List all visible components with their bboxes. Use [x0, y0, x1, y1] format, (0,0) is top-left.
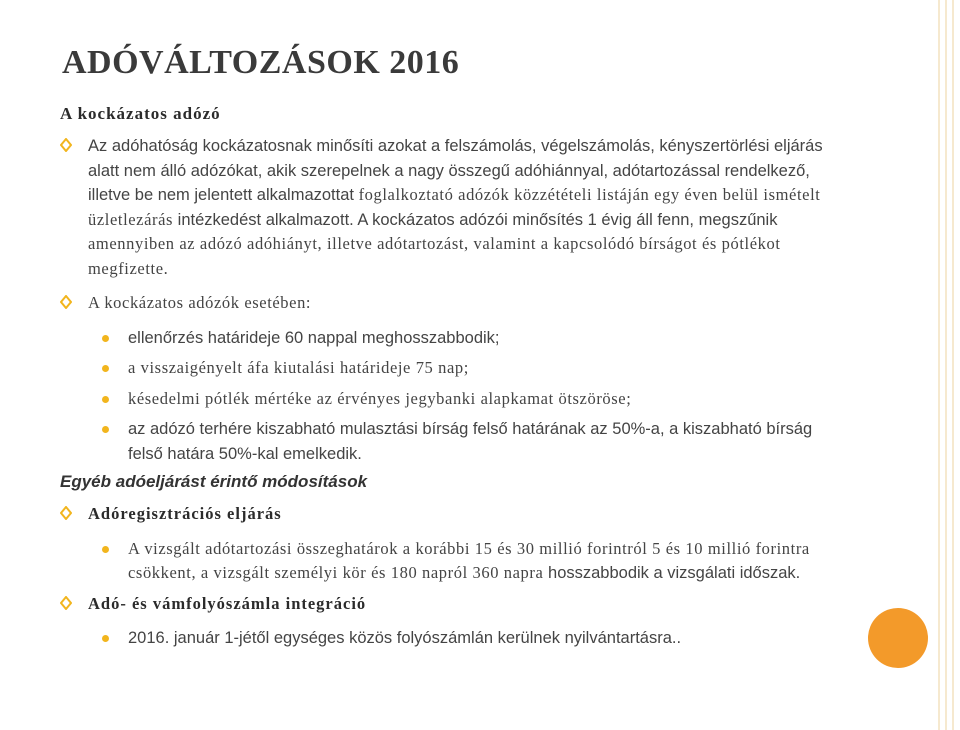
- list-item: ellenőrzés határideje 60 nappal meghosszabbodik;: [88, 326, 850, 351]
- consequences-label: A kockázatos adózók esetében:: [60, 291, 850, 316]
- decorative-stripe: [952, 0, 954, 730]
- bullet-icon: [60, 506, 72, 520]
- dot-bullet-icon: [102, 396, 109, 403]
- p1-text-c: intézkedést alkalmazott. A kockázatos adózói minősítés 1 évig áll fenn, megszűnik: [173, 210, 778, 229]
- dot-bullet-icon: [102, 426, 109, 433]
- slide-content: [60, 104, 850, 657]
- paragraph-risky-taxpayer: [60, 134, 850, 281]
- p1-text-a: Az adóhatóság kockázatosnak minősíti azokat a felszámolás, végelszámolás, kényszertörlési eljárás alatt nem álló adózókat, akik szerepelnek a nagy összegű adóhiánnyal, adótartozással rendelkező, illetve be nem jelentett alkalmazottat: [88, 137, 823, 204]
- account-integration-label: Adó- és vámfolyószámla integráció: [60, 592, 850, 617]
- dot-bullet-icon: [102, 635, 109, 642]
- dot-bullet-icon: [102, 335, 109, 342]
- list-item: az adózó terhére kiszabható mulasztási bírság felső határának az 50%-a, a kiszabható bírság felső határa 50%-kal emelkedik.: [88, 417, 850, 466]
- bullet-icon: [60, 596, 72, 610]
- p1-text-d: amennyiben az adózó adóhiányt, illetve adótartozást, valamint a kapcsolódó bírságot és pótlékot megfizette.: [88, 234, 781, 278]
- list-item: A vizsgált adótartozási összeghatárok a korábbi 15 és 30 millió forintról 5 és 10 millió forintra csökkent, a vizsgált személyi kör és 180 napról 360 napra hosszabbodik a vizsgálati időszak.: [88, 537, 850, 586]
- section-heading: Egyéb adóeljárást érintő módosítások: [60, 472, 368, 491]
- dot-bullet-icon: [102, 546, 109, 553]
- decorative-stripe: [945, 0, 947, 730]
- list-item: késedelmi pótlék mértéke az érvényes jegybanki alapkamat ötszöröse;: [88, 387, 850, 412]
- bullet-icon: [60, 138, 72, 152]
- list-item: a visszaigényelt áfa kiutalási határideje 75 nap;: [88, 356, 850, 381]
- dot-bullet-icon: [102, 365, 109, 372]
- bullet-icon: [60, 295, 72, 309]
- p1-text-b: foglalkoztató adózók közzétételi listáján egy éven belül ismételt üzletlezárás: [88, 185, 821, 229]
- slide-title: ADÓVÁLTOZÁSOK 2016: [62, 44, 460, 81]
- decorative-circle: [868, 608, 928, 668]
- subheading: A kockázatos adózó: [60, 104, 221, 123]
- decorative-stripe: [938, 0, 940, 730]
- registration-label: Adóregisztrációs eljárás: [60, 502, 850, 527]
- list-item: 2016. január 1-jétől egységes közös folyószámlán kerülnek nyilvántartásra..: [88, 626, 850, 651]
